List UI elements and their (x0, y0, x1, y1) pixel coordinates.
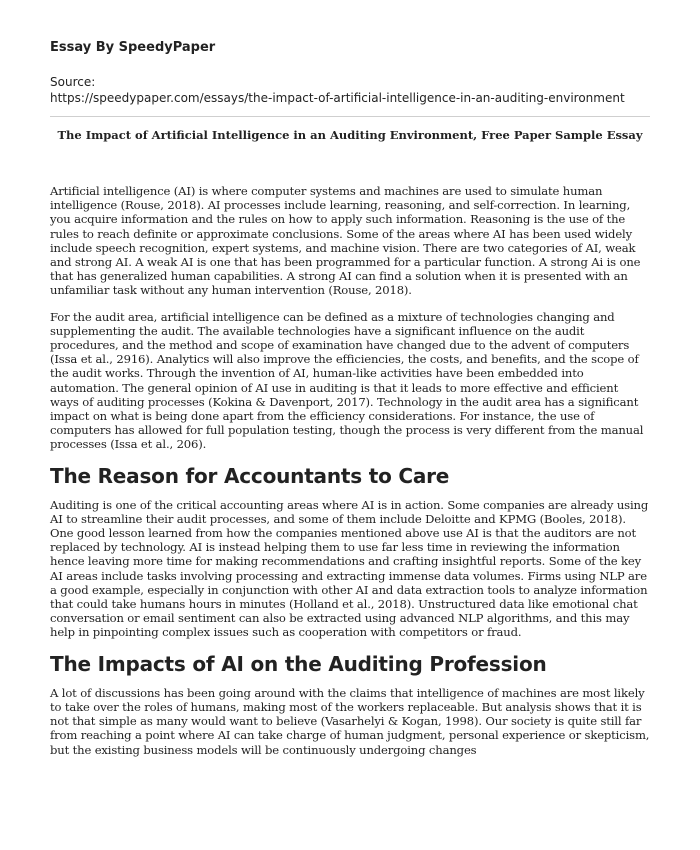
source-block (50, 74, 650, 106)
intro-paragraph-1: Artificial intelligence (AI) is where computer systems and machines are used to simulate human intelligence (Rouse, 2018). AI processes include learning, reasoning, and self-correction. In learning, you acquire information and the rules on how to apply such information. Reasoning is the use of the rules to reach definite or approximate conclusions. Some of the areas where AI has been used widely include speech recognition, expert systems, and machine vision. There are two categories of AI, weak and strong AI. A weak AI is one that has been programmed for a particular function. A strong Ai is one that has generalized human capabilities. A strong AI can find a solution when it is presented with an unfamiliar task without any human intervention (Rouse, 2018). (50, 184, 641, 298)
section-heading-impacts-ai-auditing: The Impacts of AI on the Auditing Profession (50, 651, 547, 676)
essay-source-brand: Essay By SpeedyPaper (50, 40, 216, 55)
essay-title: The Impact of Artificial Intelligence in an Auditing Environment, Free Paper Sample Essay (57, 128, 643, 142)
essay-page (50, 40, 650, 769)
source-url-link[interactable]: https://speedypaper.com/essays/the-impact-of-artificial-intelligence-in-an-auditing-environment (50, 91, 625, 105)
section-1-paragraph-1: Auditing is one of the critical accounting areas where AI is in action. Some companies are already using AI to streamline their audit processes, and some of them include Deloitte and KPMG (Booles, 2018). One good lesson learned from how the companies mentioned above use AI is that the auditors are not replaced by technology. AI is instead helping them to use far less time in reviewing the information hence leaving more time for making recommendations and crafting insightful reports. Some of the key AI areas include tasks involving processing and extracting immense data volumes. Firms using NLP are a good example, especially in conjunction with other AI and data extraction tools to analyze information that could take humans hours in minutes (Holland et al., 2018). Unstructured data like emotional chat conversation or email sentiment can also be extracted using advanced NLP algorithms, and this may help in pinpointing complex issues such as cooperation with competitors or fraud. (50, 497, 649, 640)
header-divider (50, 116, 650, 117)
section-2-paragraph-1: A lot of discussions has been going around with the claims that intelligence of machines are most likely to take over the roles of humans, making most of the workers replaceable. But analysis shows that it is not that simple as many would want to believe (Vasarhelyi & Kogan, 1998). Our society is quite still far from reaching a point where AI can take charge of human judgment, personal experience or skepticism, but the existing business models will be continuously undergoing changes (50, 685, 650, 757)
section-heading-reason-accountants-care: The Reason for Accountants to Care (50, 463, 450, 488)
source-label: Source: (50, 75, 96, 89)
intro-paragraph-2: For the audit area, artificial intelligence can be defined as a mixture of technologies changing and supplementing the audit. The available technologies have a significant influence on the audit procedures, and the method and scope of examination have changed due to the advent of computers (Issa et al., 2916). Analytics will also improve the efficiencies, the costs, and benefits, and the scope of the audit works. Through the invention of AI, human-like activities have been embedded into automation. The general opinion of AI use in auditing is that it leads to more effective and efficient ways of auditing processes (Kokina & Davenport, 2017). Technology in the audit area has a significant impact on what is being done apart from the efficiency considerations. For instance, the use of computers has allowed for full population testing, though the process is very different from the manual processes (Issa et al., 206). (50, 309, 644, 452)
